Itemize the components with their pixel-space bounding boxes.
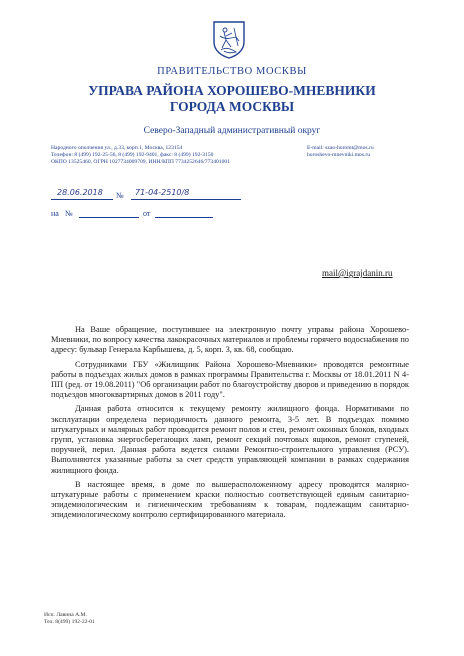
- district-name: Северо-Западный административный округ: [143, 126, 321, 136]
- address-block: [51, 145, 321, 167]
- government-title: ПРАВИТЕЛЬСТВО МОСКВЫ: [157, 66, 307, 77]
- registration-block: [51, 188, 251, 218]
- contacts-block: [307, 145, 457, 159]
- paragraph-3: Данная работа относится к текущему ремонту жилищного фонда. Нормативами по эксплуатации определена периодичность данного ремонта, 3-5 лет. В подъездах помимо штукатурных и малярных работ проводится ремонт полов и стен, ремонт оконных блоков, входных групп, установка энергосберегающих ламп, ремонт секций почтовых ящиков, ремонт ступеней, поручней, перил. Данная работа ведется силами Ремонтно-строительного управления (РСУ). Выполняются указанные работы за счет средств управляющей компании в рамках содержания жилищного фонда.: [51, 404, 409, 475]
- phone-line: Телефон: 8 (499) 192-25-56, 8 (499) 192-9401, факс: 8 (499) 192-3150: [51, 152, 214, 159]
- site-line: horoshevo-mnevniki.mos.ru: [307, 152, 371, 159]
- executor-block: [44, 612, 95, 626]
- codes-line: ОКПО 13525460, ОГРН 1027734009709, ИНН/КПП 7734252646/773401001: [51, 159, 230, 166]
- handwritten-date: 28.06.2018: [57, 188, 103, 197]
- paragraph-2: Сотрудниками ГБУ «Жилищник Района Хорошево-Мневники» проводятся ремонтные работы в подъездах жилых домов в рамках программы Правительства г. Москвы от 18.01.2011 N 4-ПП (ред. от 19.08.2011) "Об организации работ по благоустройству дворов и приведению в порядок подъездов многоквартирных домов в 2011 году".: [51, 359, 409, 400]
- moscow-coat-of-arms-icon: [212, 20, 246, 60]
- reply-to-label: на: [51, 209, 59, 218]
- organization-title: [0, 83, 464, 115]
- executor-phone: Тел. 8(499) 192-22-01: [44, 619, 95, 625]
- email-line: E-mail: szao-horomt@mos.ru: [307, 145, 374, 151]
- date-underline: [51, 199, 113, 200]
- executor-name: Исп. Лавина А.М.: [44, 612, 87, 618]
- reply-number-label: №: [65, 209, 73, 218]
- paragraph-1: На Ваше обращение, поступившее на электронную почту управы района Хорошево-Мневники, по вопросу качества лакокрасочных материалов и проблемы горячего водоснабжения по адресу: бульвар Генерала Карбышева, д. 5, корп. 3, кв. 68, сообщаю.: [51, 325, 409, 355]
- number-underline: [131, 199, 241, 200]
- reply-number-underline: [79, 217, 139, 218]
- address-line: Народного ополчения ул., д.33, корп.1, Москва, 123154: [51, 145, 183, 151]
- letter-body: [51, 325, 409, 525]
- organization-title-line2: ГОРОДА МОСКВЫ: [169, 99, 295, 114]
- reply-date-underline: [155, 217, 213, 218]
- reply-date-label: от: [143, 209, 151, 218]
- paragraph-4: В настоящее время, в доме по вышерасположенному адресу проводятся малярно-штукатурные работы с применением краски полностью соответствующей единым санитарно-эпидемиологическим и гигиеническим требованиям к товарам, подлежащим санитарно-эпидемиологическому контролю сертифицированного материала.: [51, 479, 409, 520]
- number-label: №: [116, 191, 124, 200]
- handwritten-number: 71-04-2510/8: [135, 188, 190, 197]
- recipient-email: mail@igrajdanin.ru: [322, 268, 393, 278]
- organization-title-line1: УПРАВА РАЙОНА ХОРОШЕВО-МНЕВНИКИ: [88, 83, 376, 98]
